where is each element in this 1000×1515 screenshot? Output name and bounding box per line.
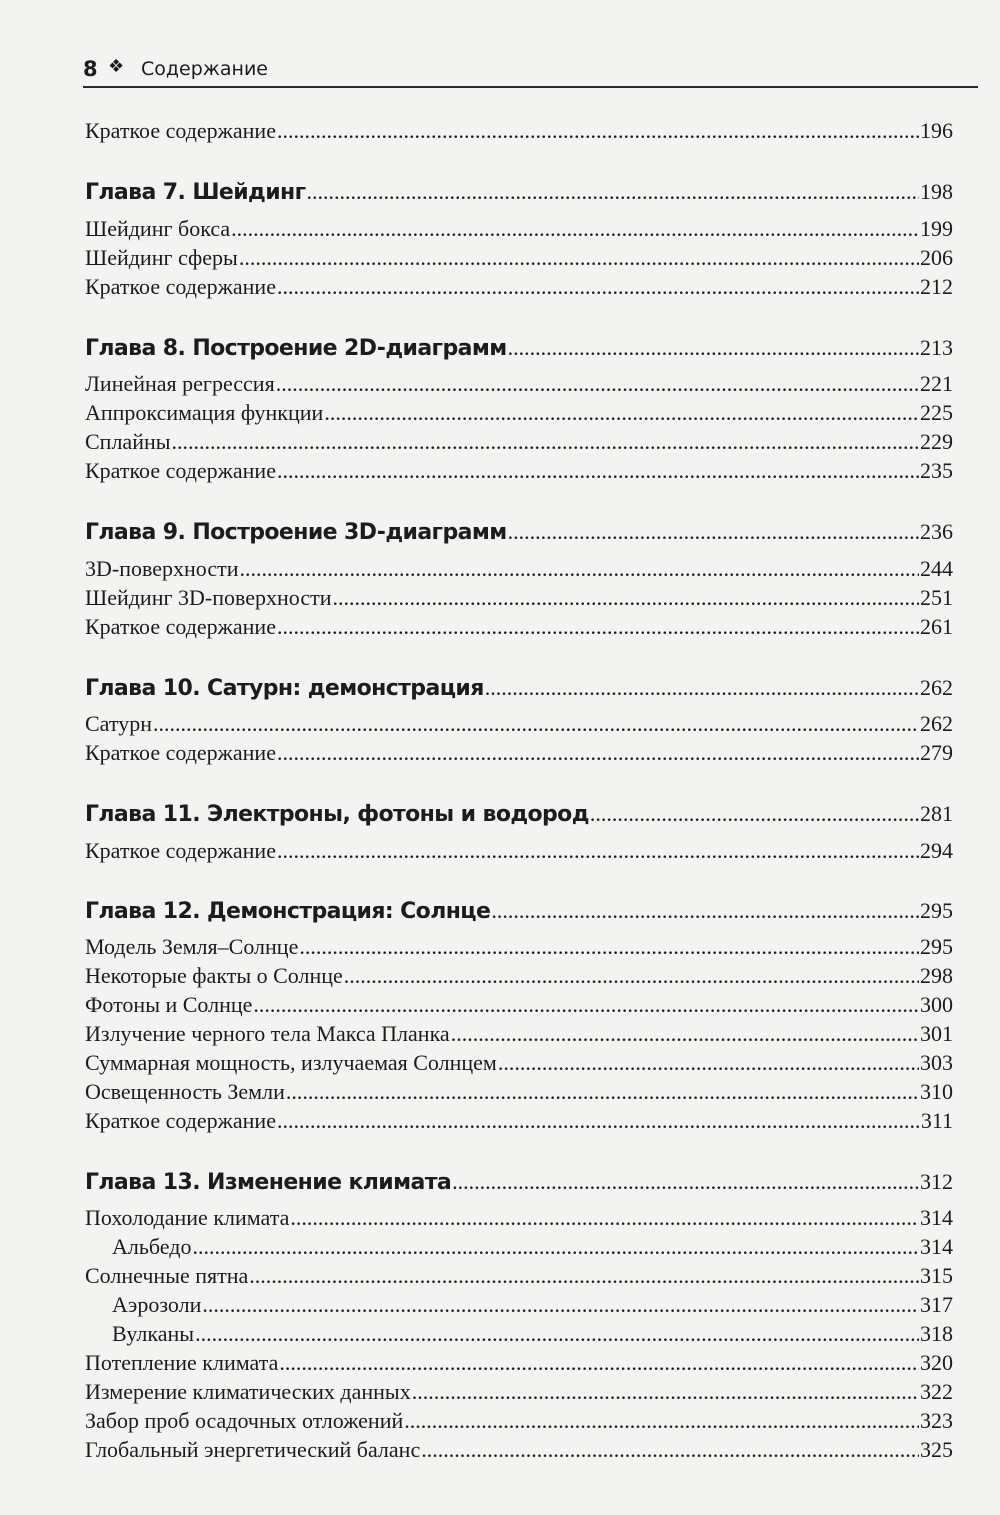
toc-page-number: 322: [920, 1379, 953, 1404]
dot-leader: [277, 838, 919, 864]
toc-page-number: 298: [920, 963, 953, 988]
dot-leader: [192, 1234, 919, 1260]
dot-leader: [404, 1408, 919, 1434]
toc-page-number: 281: [920, 801, 953, 826]
toc-entry-title: Линейная регрессия: [85, 371, 275, 396]
toc-page-number: 198: [920, 179, 953, 204]
toc-entry: [85, 1408, 953, 1434]
toc-page-number: 213: [920, 335, 953, 360]
dot-leader: [277, 118, 919, 144]
dot-leader: [324, 400, 919, 426]
toc-page-number: 212: [920, 274, 953, 299]
dot-leader: [290, 1205, 919, 1231]
toc-entry: [85, 711, 953, 737]
toc-entry: [85, 429, 953, 455]
dot-leader: [307, 179, 919, 205]
toc-entry-title: Суммарная мощность, излучаемая Солнцем: [85, 1050, 497, 1075]
dot-leader: [286, 1079, 919, 1105]
toc-page-number: 251: [920, 585, 953, 610]
toc-chapter-entry: [85, 801, 953, 827]
dot-leader: [491, 898, 919, 924]
toc-subentry: [112, 1292, 953, 1318]
toc-page-number: 236: [920, 519, 953, 544]
toc-entry: [85, 274, 953, 300]
toc-page-number: 294: [920, 838, 953, 863]
toc-entry: [85, 458, 953, 484]
toc-page-number: 318: [920, 1321, 953, 1346]
toc-entry-title: Шейдинг сферы: [85, 245, 238, 270]
toc-entry-title: Модель Земля–Солнце: [85, 934, 299, 959]
toc-entry: [85, 992, 953, 1018]
toc-entry: [85, 1205, 953, 1231]
toc-entry: [85, 216, 953, 242]
toc-chapter-title: Глава 13. Изменение климата: [85, 1170, 452, 1195]
toc-entry: [85, 1108, 953, 1134]
dot-leader: [485, 675, 919, 701]
dot-leader: [277, 458, 919, 484]
dot-leader: [231, 216, 919, 242]
toc-entry: [85, 740, 953, 766]
toc-page-number: 244: [920, 556, 953, 581]
toc-page-number: 320: [920, 1350, 953, 1375]
dot-leader: [279, 1350, 919, 1376]
toc-entry: [85, 556, 953, 582]
toc-entry-title: Краткое содержание: [85, 1108, 276, 1133]
toc-page-number: 317: [920, 1292, 953, 1317]
toc-page-number: 300: [920, 992, 953, 1017]
dot-leader: [590, 801, 919, 827]
toc-entry-title: Излучение черного тела Макса Планка: [85, 1021, 450, 1046]
toc-chapter-title: Глава 8. Построение 2D-диаграмм: [85, 336, 507, 361]
toc-entry-title: Краткое содержание: [85, 274, 276, 299]
dot-leader: [277, 274, 919, 300]
toc-page-number: 312: [920, 1169, 953, 1194]
toc-entry-title: Шейдинг бокса: [85, 216, 231, 241]
dot-leader: [249, 1263, 919, 1289]
toc-page-number: 311: [920, 1108, 953, 1133]
toc-page-number: 301: [920, 1021, 953, 1046]
toc-entry: [85, 400, 953, 426]
toc-entry: [85, 1379, 953, 1405]
running-title: Содержание: [141, 58, 268, 80]
toc-page-number: 262: [920, 675, 953, 700]
toc-page-number: 325: [920, 1437, 953, 1462]
toc-chapter-entry: [85, 179, 953, 205]
toc-entry-title: Краткое содержание: [85, 838, 276, 863]
toc-page-number: 229: [920, 429, 953, 454]
toc-entry-title: Похолодание климата: [85, 1205, 290, 1230]
toc-page-number: 295: [920, 934, 953, 959]
toc-entry-title: Шейдинг 3D-поверхности: [85, 585, 332, 610]
dot-leader: [421, 1437, 919, 1463]
toc-chapter-title: Глава 9. Построение 3D-диаграмм: [85, 520, 507, 545]
dot-leader: [451, 1021, 919, 1047]
dot-leader: [253, 992, 919, 1018]
dot-leader: [332, 585, 919, 611]
toc-page-number: 323: [920, 1408, 953, 1433]
toc-chapter-title: Глава 11. Электроны, фотоны и водород: [85, 802, 589, 827]
dot-leader: [412, 1379, 919, 1405]
toc-subentry: [112, 1321, 953, 1347]
toc-page-number: 221: [920, 371, 953, 396]
toc-chapter-entry: [85, 675, 953, 701]
toc-entry: [85, 963, 953, 989]
dot-leader: [239, 245, 919, 271]
dot-leader: [239, 556, 919, 582]
toc-entry-title: Аэрозоли: [112, 1292, 202, 1317]
toc-entry: [85, 1079, 953, 1105]
toc-page-number: 196: [920, 118, 953, 143]
dot-leader: [508, 335, 919, 361]
toc-entry: [85, 118, 953, 144]
dot-leader: [277, 614, 919, 640]
toc-entry-title: Потепление климата: [85, 1350, 279, 1375]
toc-chapter-title: Глава 7. Шейдинг: [85, 180, 306, 205]
toc-entry-title: Глобальный энергетический баланс: [85, 1437, 421, 1462]
toc-chapter-entry: [85, 519, 953, 545]
toc-entry-title: Краткое содержание: [85, 458, 276, 483]
toc-page-number: 225: [920, 400, 953, 425]
toc-entry-title: Некоторые факты о Солнце: [85, 963, 343, 988]
toc-entry: [85, 1050, 953, 1076]
toc-entry: [85, 1350, 953, 1376]
toc-entry-title: Солнечные пятна: [85, 1263, 249, 1288]
toc-entry-title: Сплайны: [85, 429, 171, 454]
toc-entry-title: Аппроксимация функции: [85, 400, 324, 425]
dot-leader: [508, 519, 919, 545]
toc-entry: [85, 1437, 953, 1463]
dot-leader: [195, 1321, 919, 1347]
toc-entry: [85, 1021, 953, 1047]
toc-entry: [85, 934, 953, 960]
toc-entry-title: Сатурн: [85, 711, 152, 736]
toc-page-number: 303: [920, 1050, 953, 1075]
toc-entry-title: Вулканы: [112, 1321, 195, 1346]
dot-leader: [299, 934, 919, 960]
toc-entry-title: 3D-поверхности: [85, 556, 239, 581]
toc-entry: [85, 371, 953, 397]
dot-leader: [498, 1050, 919, 1076]
toc-page-number: 314: [920, 1205, 953, 1230]
dot-leader: [153, 711, 919, 737]
toc-entry: [85, 614, 953, 640]
toc-page-number: 261: [920, 614, 953, 639]
toc-entry-title: Краткое содержание: [85, 118, 276, 143]
page-number: 8: [83, 57, 98, 81]
toc-page-number: 295: [920, 898, 953, 923]
toc-page-number: 279: [920, 740, 953, 765]
dot-leader: [277, 1108, 920, 1134]
toc-entry-title: Фотоны и Солнце: [85, 992, 253, 1017]
dot-leader: [202, 1292, 919, 1318]
dot-leader: [277, 740, 919, 766]
toc-entry-title: Забор проб осадочных отложений: [85, 1408, 404, 1433]
toc-entry: [85, 838, 953, 864]
toc-chapter-title: Глава 12. Демонстрация: Солнце: [85, 899, 491, 924]
toc-subentry: [112, 1234, 953, 1260]
toc-entry-title: Освещенность Земли: [85, 1079, 285, 1104]
page-header: [83, 52, 978, 88]
toc-chapter-entry: [85, 335, 953, 361]
toc-chapter-entry: [85, 898, 953, 924]
dot-leader: [452, 1169, 919, 1195]
toc-entry: [85, 1263, 953, 1289]
toc-page-number: 199: [920, 216, 953, 241]
dot-leader: [172, 429, 919, 455]
toc-page-number: 206: [920, 245, 953, 270]
toc-chapter-title: Глава 10. Сатурн: демонстрация: [85, 676, 484, 701]
toc-page-number: 262: [920, 711, 953, 736]
dot-leader: [276, 371, 919, 397]
toc-page-number: 310: [920, 1079, 953, 1104]
toc-entry-title: Измерение климатических данных: [85, 1379, 411, 1404]
toc-page-number: 315: [920, 1263, 953, 1288]
toc-entry-title: Краткое содержание: [85, 740, 276, 765]
toc-entry: [85, 585, 953, 611]
toc-entry-title: Краткое содержание: [85, 614, 276, 639]
toc-entry: [85, 245, 953, 271]
toc-page-number: 314: [920, 1234, 953, 1259]
toc-entry-title: Альбедо: [112, 1234, 192, 1259]
toc-page-number: 235: [920, 458, 953, 483]
dot-leader: [344, 963, 919, 989]
toc-chapter-entry: [85, 1169, 953, 1195]
ornament-icon: ❖: [108, 56, 125, 77]
